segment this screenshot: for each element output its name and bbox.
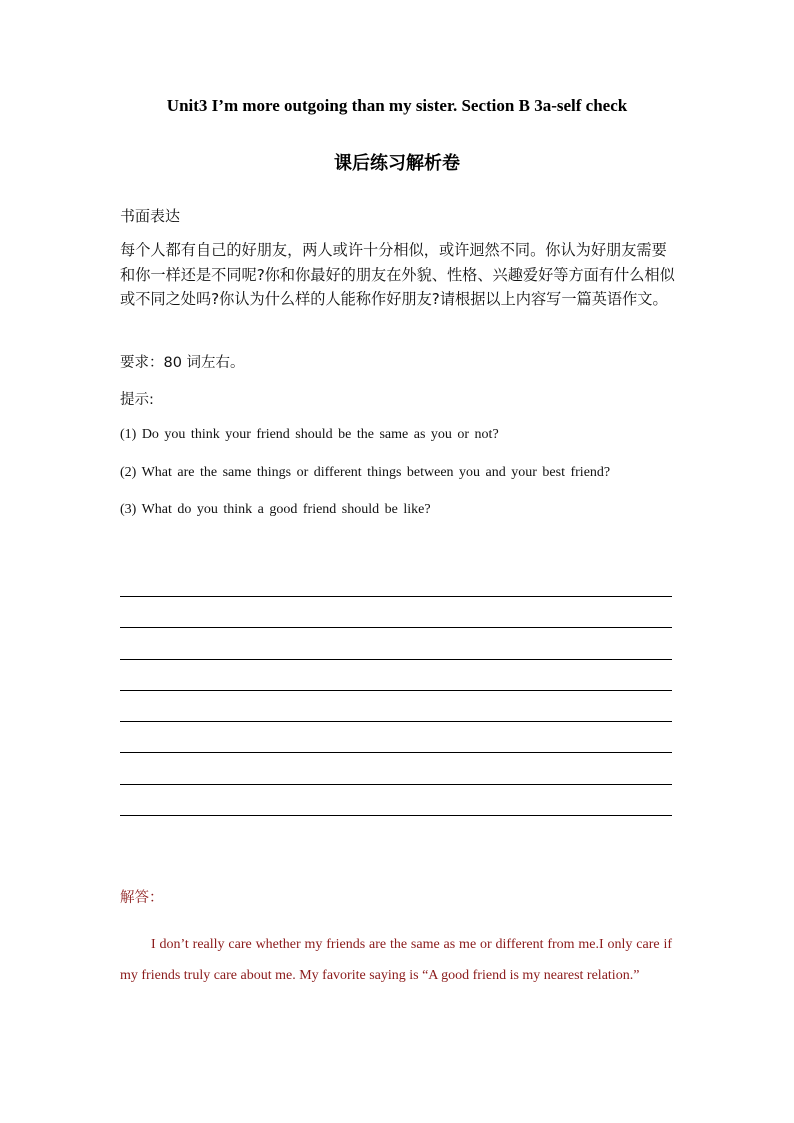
- hint-label: 提示:: [120, 392, 154, 408]
- hint-item-2: (2) What are the same things or different things between you and your best friend?: [120, 465, 611, 480]
- writing-prompt: 每个人都有自己的好朋友，两人或许十分相似，或许迥然不同。你认为好朋友需要和你一样还是不同呢?你和你最好的朋友在外貌、性格、兴趣爱好等方面有什么相似或不同之处吗?你认为什么样的人能称作好朋友?请根据以上内容写一篇英语作文。: [120, 241, 675, 309]
- section-heading: 书面表达: [120, 207, 181, 225]
- writing-line: [120, 690, 672, 691]
- writing-line: [120, 596, 672, 597]
- answer-text: I don’t really care whether my friends are the same as me or different from me.I only care if my friends truly care about me. My favorite saying is “A good friend is my nearest relation.”: [120, 937, 672, 983]
- writing-line: [120, 721, 672, 722]
- answer-label: 解答：: [120, 890, 164, 906]
- writing-line: [120, 784, 672, 785]
- writing-line: [120, 815, 672, 816]
- writing-area[interactable]: [120, 596, 672, 846]
- word-requirement: 要求：80 词左右。: [120, 355, 245, 371]
- writing-line: [120, 659, 672, 660]
- hint-item-3: (3) What do you think a good friend should be like?: [120, 502, 431, 517]
- page-subtitle: 课后练习解析卷: [334, 153, 460, 174]
- writing-line: [120, 627, 672, 628]
- hint-item-1: (1) Do you think your friend should be the same as you or not?: [120, 427, 499, 442]
- page-title: Unit3 I’m more outgoing than my sister. Section B 3a-self check: [166, 96, 628, 115]
- writing-line: [120, 752, 672, 753]
